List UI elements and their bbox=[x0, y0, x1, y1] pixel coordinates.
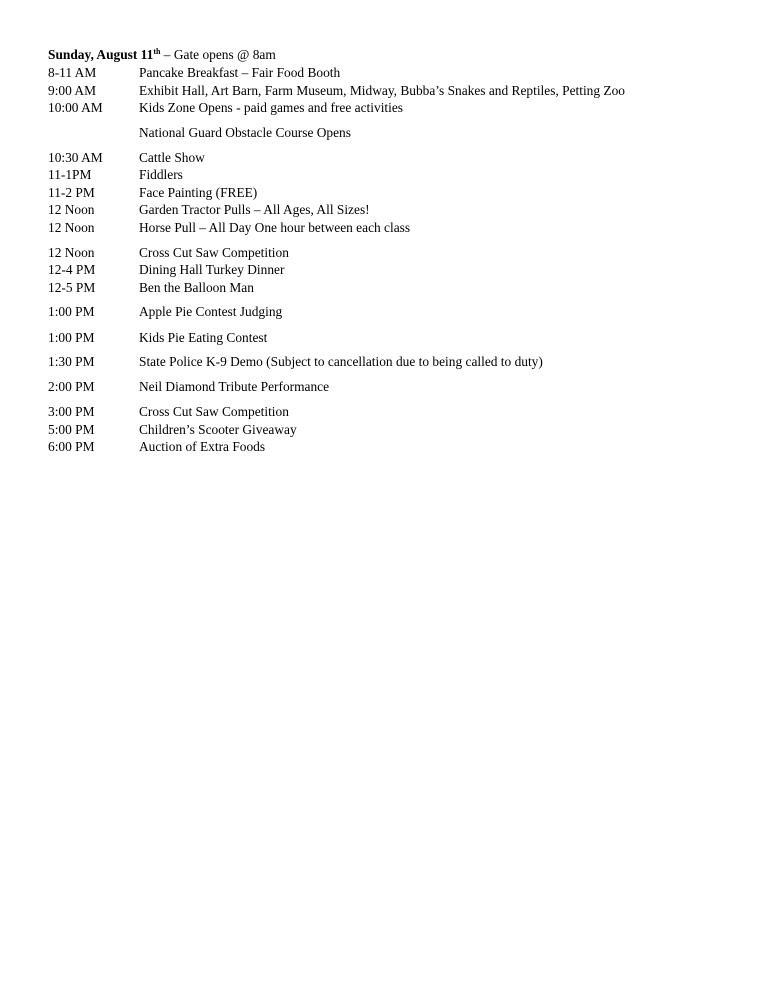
schedule-event: Garden Tractor Pulls – All Ages, All Sizes! bbox=[139, 202, 370, 217]
schedule-time: 12 Noon bbox=[48, 245, 95, 260]
schedule-event: State Police K-9 Demo (Subject to cancellation due to being called to duty) bbox=[139, 354, 543, 369]
schedule-event: Cross Cut Saw Competition bbox=[139, 245, 289, 260]
schedule-time: 12-4 PM bbox=[48, 262, 96, 277]
schedule-time: 12 Noon bbox=[48, 220, 95, 235]
schedule-event: National Guard Obstacle Course Opens bbox=[139, 125, 351, 140]
schedule-time: 12-5 PM bbox=[48, 280, 96, 295]
schedule-time: 1:30 PM bbox=[48, 354, 95, 369]
schedule-event: Dining Hall Turkey Dinner bbox=[139, 262, 285, 277]
schedule-time: 8-11 AM bbox=[48, 65, 97, 80]
schedule-event: Apple Pie Contest Judging bbox=[139, 304, 283, 319]
schedule-time: 9:00 AM bbox=[48, 83, 96, 98]
day-suffix: th bbox=[153, 47, 161, 56]
day-label: Sunday, August 11 bbox=[48, 47, 154, 62]
schedule-time: 6:00 PM bbox=[48, 439, 95, 454]
schedule-time: 10:00 AM bbox=[48, 100, 103, 115]
schedule-event: Children’s Scooter Giveaway bbox=[139, 422, 297, 437]
schedule-event: Horse Pull – All Day One hour between each class bbox=[139, 220, 411, 235]
schedule-event: Neil Diamond Tribute Performance bbox=[139, 379, 330, 394]
schedule-event: Cattle Show bbox=[139, 150, 205, 165]
schedule-time: 11-1PM bbox=[48, 167, 92, 182]
schedule-event: Cross Cut Saw Competition bbox=[139, 404, 289, 419]
schedule-time: 3:00 PM bbox=[48, 404, 95, 419]
schedule-time: 2:00 PM bbox=[48, 379, 95, 394]
schedule-time: 11-2 PM bbox=[48, 185, 95, 200]
schedule-event: Exhibit Hall, Art Barn, Farm Museum, Midway, Bubba’s Snakes and Reptiles, Petting Zoo bbox=[139, 83, 625, 98]
schedule-time: 12 Noon bbox=[48, 202, 95, 217]
schedule-time: 10:30 AM bbox=[48, 150, 103, 165]
gate-info: – Gate opens @ 8am bbox=[160, 47, 276, 62]
schedule-time: 5:00 PM bbox=[48, 422, 95, 437]
schedule-event: Pancake Breakfast – Fair Food Booth bbox=[139, 65, 341, 80]
schedule-event: Kids Pie Eating Contest bbox=[139, 330, 268, 345]
schedule-time: 1:00 PM bbox=[48, 304, 95, 319]
schedule-time: 1:00 PM bbox=[48, 330, 95, 345]
schedule-event: Auction of Extra Foods bbox=[139, 439, 266, 454]
schedule-heading bbox=[48, 47, 276, 63]
schedule-event: Fiddlers bbox=[139, 167, 183, 182]
schedule-event: Face Painting (FREE) bbox=[139, 185, 258, 200]
schedule-event: Ben the Balloon Man bbox=[139, 280, 254, 295]
schedule-event: Kids Zone Opens - paid games and free activities bbox=[139, 100, 404, 115]
